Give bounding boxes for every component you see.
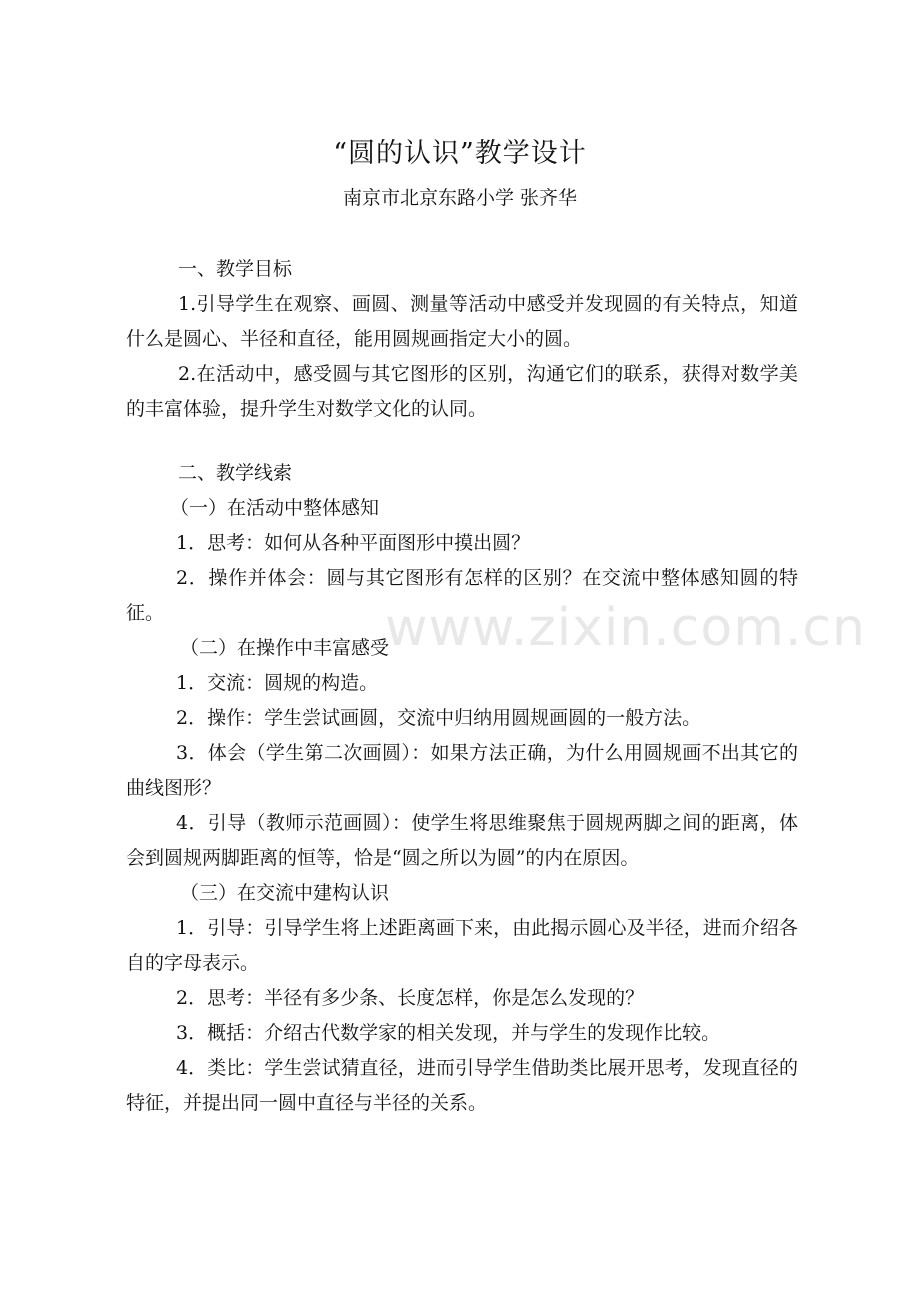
document-title: “圆的认识”教学设计: [333, 138, 587, 169]
clue-item: 1．思考：如何从各种平面图形中摸出圆？: [176, 532, 531, 554]
part-heading: （三）在交流中建构认识: [180, 882, 390, 904]
section-heading: 二、教学线索: [178, 462, 293, 484]
clue-item: 2．操作并体会：圆与其它图形有怎样的区别？在交流中整体感知圆的特征。: [126, 567, 798, 624]
watermark-text: www.zixin.com.cn: [385, 598, 866, 658]
clue-item: 1．交流：圆规的构造。: [176, 672, 379, 694]
part-heading: （一）在活动中整体感知: [170, 497, 380, 519]
objective-item: 2.在活动中，感受圆与其它图形的区别，沟通它们的联系，获得对数学美的丰富体验，提升学生对数学文化的认同。: [126, 363, 798, 420]
clue-item: 1．引导：引导学生将上述距离画下来，由此揭示圆心及半径，进而介绍各自的字母表示。: [126, 917, 798, 974]
clue-item: 3．体会（学生第二次画圆）：如果方法正确，为什么用圆规画不出其它的曲线图形？: [126, 742, 798, 799]
section-teaching-clues: [126, 456, 798, 1121]
clue-item: 2．思考：半径有多少条、长度怎样，你是怎么发现的？: [176, 987, 645, 1009]
part-heading: （二）在操作中丰富感受: [180, 637, 390, 659]
clue-item: 3．概括：介绍古代数学家的相关发现，并与学生的发现作比较。: [176, 1022, 721, 1044]
clue-item: 4．类比：学生尝试猜直径，进而引导学生借助类比展开思考，发现直径的特征，并提出同一圆中直径与半径的关系。: [126, 1057, 798, 1114]
objective-item: 1.引导学生在观察、画圆、测量等活动中感受并发现圆的有关特点，知道什么是圆心、半径和直径，能用圆规画指定大小的圆。: [126, 293, 798, 350]
section-heading: 一、教学目标: [178, 258, 293, 280]
section-teaching-objectives: [126, 252, 798, 427]
clue-item: 2．操作：学生尝试画圆，交流中归纳用圆规画圆的一般方法。: [176, 707, 702, 729]
author-line: 南京市北京东路小学 张齐华: [342, 187, 578, 209]
clue-item: 4．引导（教师示范画圆）：使学生将思维聚焦于圆规两脚之间的距离，体会到圆规两脚距离的恒等，恰是“圆之所以为圆”的内在原因。: [126, 812, 798, 869]
